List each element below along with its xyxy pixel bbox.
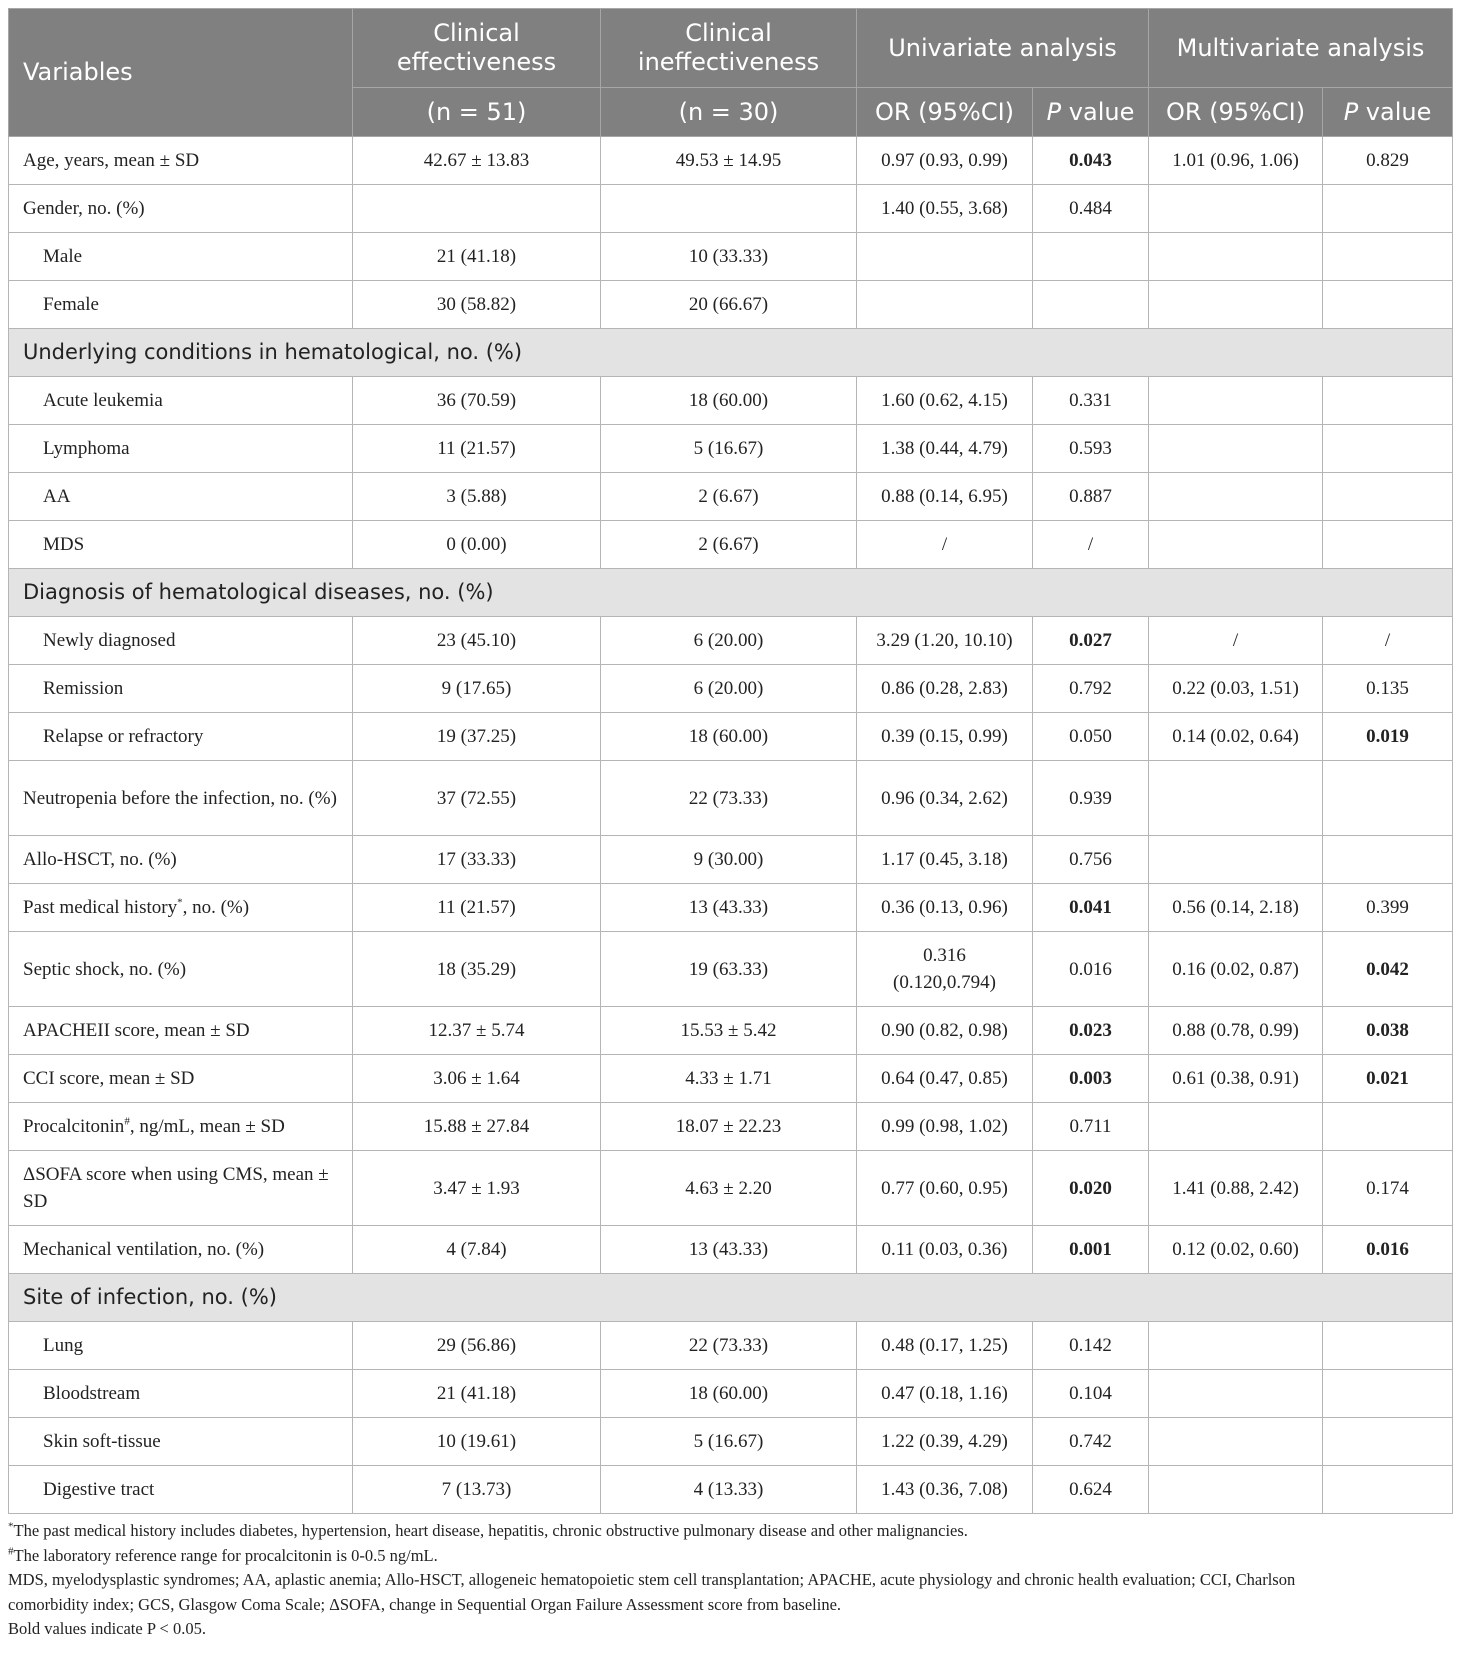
cell-effective: 3.47 ± 1.93 xyxy=(353,1151,601,1226)
cell-ineffective: 9 (30.00) xyxy=(601,836,857,884)
cell-multivariate-p: 0.399 xyxy=(1323,884,1453,932)
cell-effective: 19 (37.25) xyxy=(353,713,601,761)
cell-univariate-p: 0.020 xyxy=(1033,1151,1149,1226)
cell-univariate-or: 1.43 (0.36, 7.08) xyxy=(857,1466,1033,1514)
table-row xyxy=(9,761,1453,836)
row-label: Allo-HSCT, no. (%) xyxy=(9,836,353,884)
cell-univariate-or: / xyxy=(857,521,1033,569)
cell-multivariate-or xyxy=(1149,836,1323,884)
cell-univariate-p: 0.939 xyxy=(1033,761,1149,836)
cell-ineffective: 4 (13.33) xyxy=(601,1466,857,1514)
cell-effective: 36 (70.59) xyxy=(353,377,601,425)
header-univariate-p: P value xyxy=(1033,88,1149,137)
cell-univariate-p: 0.756 xyxy=(1033,836,1149,884)
table-row xyxy=(9,233,1453,281)
cell-univariate-or: 0.96 (0.34, 2.62) xyxy=(857,761,1033,836)
cell-effective xyxy=(353,185,601,233)
cell-univariate-or: 0.64 (0.47, 0.85) xyxy=(857,1055,1033,1103)
cell-multivariate-or xyxy=(1149,377,1323,425)
cell-univariate-or xyxy=(857,281,1033,329)
header-multivariate-or: OR (95%CI) xyxy=(1149,88,1323,137)
cell-ineffective: 10 (33.33) xyxy=(601,233,857,281)
row-label: Newly diagnosed xyxy=(9,617,353,665)
cell-multivariate-p: 0.019 xyxy=(1323,713,1453,761)
cell-effective: 11 (21.57) xyxy=(353,884,601,932)
cell-effective: 12.37 ± 5.74 xyxy=(353,1007,601,1055)
logistic-regression-table xyxy=(8,8,1453,1514)
cell-univariate-p: 0.104 xyxy=(1033,1370,1149,1418)
cell-multivariate-p: 0.038 xyxy=(1323,1007,1453,1055)
cell-multivariate-p xyxy=(1323,521,1453,569)
row-label: Gender, no. (%) xyxy=(9,185,353,233)
row-label: Procalcitonin#, ng/mL, mean ± SD xyxy=(9,1103,353,1151)
row-label: Neutropenia before the infection, no. (%) xyxy=(9,761,353,836)
cell-ineffective: 18 (60.00) xyxy=(601,377,857,425)
table-row xyxy=(9,617,1453,665)
footnote-past-medical-history: *The past medical history includes diabetes, hypertension, heart disease, hepatitis, chronic obstructive pulmonary disease and other malignancies. xyxy=(8,1520,968,1540)
cell-multivariate-p: 0.135 xyxy=(1323,665,1453,713)
cell-univariate-p: 0.484 xyxy=(1033,185,1149,233)
cell-ineffective: 18.07 ± 22.23 xyxy=(601,1103,857,1151)
table-row xyxy=(9,836,1453,884)
header-variables: Variables xyxy=(9,9,353,137)
cell-univariate-p: 0.887 xyxy=(1033,473,1149,521)
cell-univariate-p: 0.023 xyxy=(1033,1007,1149,1055)
section-diagnosis: Diagnosis of hematological diseases, no. (%) xyxy=(9,569,1453,617)
cell-effective: 29 (56.86) xyxy=(353,1322,601,1370)
row-label: Digestive tract xyxy=(9,1466,353,1514)
cell-multivariate-p: 0.042 xyxy=(1323,932,1453,1007)
cell-multivariate-or xyxy=(1149,521,1323,569)
table-row xyxy=(9,137,1453,185)
cell-multivariate-or xyxy=(1149,473,1323,521)
table-row xyxy=(9,377,1453,425)
table-row xyxy=(9,884,1453,932)
cell-effective: 4 (7.84) xyxy=(353,1226,601,1274)
cell-multivariate-p xyxy=(1323,473,1453,521)
cell-univariate-p: 0.027 xyxy=(1033,617,1149,665)
cell-ineffective: 5 (16.67) xyxy=(601,1418,857,1466)
cell-multivariate-or: 0.22 (0.03, 1.51) xyxy=(1149,665,1323,713)
cell-univariate-p: / xyxy=(1033,521,1149,569)
cell-effective: 42.67 ± 13.83 xyxy=(353,137,601,185)
row-label: MDS xyxy=(9,521,353,569)
cell-multivariate-p xyxy=(1323,185,1453,233)
cell-multivariate-or: 0.14 (0.02, 0.64) xyxy=(1149,713,1323,761)
cell-multivariate-or xyxy=(1149,425,1323,473)
cell-effective: 23 (45.10) xyxy=(353,617,601,665)
cell-univariate-or: 0.90 (0.82, 0.98) xyxy=(857,1007,1033,1055)
cell-effective: 11 (21.57) xyxy=(353,425,601,473)
cell-multivariate-p: 0.829 xyxy=(1323,137,1453,185)
cell-effective: 10 (19.61) xyxy=(353,1418,601,1466)
cell-univariate-or: 1.38 (0.44, 4.79) xyxy=(857,425,1033,473)
cell-univariate-or: 1.60 (0.62, 4.15) xyxy=(857,377,1033,425)
cell-univariate-or: 1.40 (0.55, 3.68) xyxy=(857,185,1033,233)
row-label: Male xyxy=(9,233,353,281)
cell-ineffective: 2 (6.67) xyxy=(601,473,857,521)
row-label: Lymphoma xyxy=(9,425,353,473)
table-row xyxy=(9,713,1453,761)
row-label: Acute leukemia xyxy=(9,377,353,425)
table-row xyxy=(9,521,1453,569)
table-row xyxy=(9,473,1453,521)
header-univariate-or: OR (95%CI) xyxy=(857,88,1033,137)
cell-ineffective: 6 (20.00) xyxy=(601,665,857,713)
cell-univariate-or: 0.316 (0.120,0.794) xyxy=(857,932,1033,1007)
section-row xyxy=(9,569,1453,617)
cell-univariate-p: 0.624 xyxy=(1033,1466,1149,1514)
cell-effective: 15.88 ± 27.84 xyxy=(353,1103,601,1151)
cell-multivariate-p xyxy=(1323,281,1453,329)
cell-multivariate-or xyxy=(1149,1103,1323,1151)
cell-univariate-p: 0.142 xyxy=(1033,1322,1149,1370)
cell-effective: 21 (41.18) xyxy=(353,233,601,281)
cell-univariate-p: 0.792 xyxy=(1033,665,1149,713)
section-row xyxy=(9,329,1453,377)
header-n-effective: (n = 51) xyxy=(353,88,601,137)
section-underlying-conditions: Underlying conditions in hematological, no. (%) xyxy=(9,329,1453,377)
cell-univariate-or: 1.22 (0.39, 4.29) xyxy=(857,1418,1033,1466)
results-table-container xyxy=(8,8,1452,1642)
cell-ineffective: 18 (60.00) xyxy=(601,713,857,761)
row-label: Relapse or refractory xyxy=(9,713,353,761)
cell-univariate-or: 0.86 (0.28, 2.83) xyxy=(857,665,1033,713)
cell-univariate-or: 0.97 (0.93, 0.99) xyxy=(857,137,1033,185)
table-row xyxy=(9,665,1453,713)
footnote-procalcitonin: #The laboratory reference range for procalcitonin is 0-0.5 ng/mL. xyxy=(8,1545,438,1565)
cell-multivariate-p: 0.174 xyxy=(1323,1151,1453,1226)
cell-ineffective: 4.63 ± 2.20 xyxy=(601,1151,857,1226)
footnote-bold-values: Bold values indicate P < 0.05. xyxy=(8,1619,206,1638)
cell-ineffective xyxy=(601,185,857,233)
row-label: Female xyxy=(9,281,353,329)
cell-univariate-p: 0.003 xyxy=(1033,1055,1149,1103)
cell-ineffective: 13 (43.33) xyxy=(601,1226,857,1274)
cell-effective: 3 (5.88) xyxy=(353,473,601,521)
cell-multivariate-or xyxy=(1149,1466,1323,1514)
cell-ineffective: 20 (66.67) xyxy=(601,281,857,329)
cell-ineffective: 18 (60.00) xyxy=(601,1370,857,1418)
cell-ineffective: 19 (63.33) xyxy=(601,932,857,1007)
cell-effective: 0 (0.00) xyxy=(353,521,601,569)
cell-multivariate-p xyxy=(1323,1322,1453,1370)
table-row xyxy=(9,1007,1453,1055)
cell-multivariate-or xyxy=(1149,1322,1323,1370)
cell-univariate-or xyxy=(857,233,1033,281)
cell-univariate-or: 3.29 (1.20, 10.10) xyxy=(857,617,1033,665)
cell-univariate-p: 0.016 xyxy=(1033,932,1149,1007)
cell-multivariate-p xyxy=(1323,233,1453,281)
cell-ineffective: 4.33 ± 1.71 xyxy=(601,1055,857,1103)
cell-effective: 7 (13.73) xyxy=(353,1466,601,1514)
cell-univariate-or: 0.48 (0.17, 1.25) xyxy=(857,1322,1033,1370)
cell-multivariate-or xyxy=(1149,233,1323,281)
table-row xyxy=(9,1322,1453,1370)
header-clinical-ineffectiveness: Clinical ineffectiveness xyxy=(601,9,857,88)
header-n-ineffective: (n = 30) xyxy=(601,88,857,137)
cell-multivariate-or: 0.88 (0.78, 0.99) xyxy=(1149,1007,1323,1055)
cell-univariate-or: 0.39 (0.15, 0.99) xyxy=(857,713,1033,761)
cell-univariate-p: 0.331 xyxy=(1033,377,1149,425)
cell-ineffective: 13 (43.33) xyxy=(601,884,857,932)
cell-univariate-p: 0.001 xyxy=(1033,1226,1149,1274)
table-row xyxy=(9,1466,1453,1514)
footnote-abbreviations-line-2: comorbidity index; GCS, Glasgow Coma Scale; ΔSOFA, change in Sequential Organ Failure Assessment score from baseline. xyxy=(8,1594,842,1614)
cell-multivariate-p xyxy=(1323,425,1453,473)
cell-multivariate-p xyxy=(1323,1370,1453,1418)
cell-multivariate-or xyxy=(1149,1418,1323,1466)
table-row xyxy=(9,932,1453,1007)
cell-multivariate-or xyxy=(1149,761,1323,836)
section-row xyxy=(9,1274,1453,1322)
row-label: ΔSOFA score when using CMS, mean ± SD xyxy=(9,1151,353,1226)
cell-multivariate-or xyxy=(1149,1370,1323,1418)
cell-effective: 30 (58.82) xyxy=(353,281,601,329)
header-univariate: Univariate analysis xyxy=(857,9,1149,88)
cell-multivariate-p: 0.021 xyxy=(1323,1055,1453,1103)
cell-effective: 9 (17.65) xyxy=(353,665,601,713)
row-label: Past medical history*, no. (%) xyxy=(9,884,353,932)
cell-univariate-or: 0.36 (0.13, 0.96) xyxy=(857,884,1033,932)
cell-multivariate-p: 0.016 xyxy=(1323,1226,1453,1274)
cell-univariate-p: 0.742 xyxy=(1033,1418,1149,1466)
cell-multivariate-or xyxy=(1149,185,1323,233)
cell-multivariate-p xyxy=(1323,836,1453,884)
row-label: Remission xyxy=(9,665,353,713)
cell-multivariate-p xyxy=(1323,761,1453,836)
cell-ineffective: 22 (73.33) xyxy=(601,761,857,836)
cell-multivariate-p: / xyxy=(1323,617,1453,665)
cell-multivariate-or: 0.61 (0.38, 0.91) xyxy=(1149,1055,1323,1103)
cell-effective: 21 (41.18) xyxy=(353,1370,601,1418)
cell-univariate-p xyxy=(1033,233,1149,281)
cell-multivariate-or: 0.56 (0.14, 2.18) xyxy=(1149,884,1323,932)
header-row-1 xyxy=(9,9,1453,88)
row-label: AA xyxy=(9,473,353,521)
table-footnotes xyxy=(8,1519,1452,1642)
cell-ineffective: 5 (16.67) xyxy=(601,425,857,473)
cell-ineffective: 15.53 ± 5.42 xyxy=(601,1007,857,1055)
header-multivariate-p: P value xyxy=(1323,88,1453,137)
cell-univariate-or: 0.88 (0.14, 6.95) xyxy=(857,473,1033,521)
row-label: Bloodstream xyxy=(9,1370,353,1418)
cell-multivariate-or: 0.16 (0.02, 0.87) xyxy=(1149,932,1323,1007)
cell-ineffective: 49.53 ± 14.95 xyxy=(601,137,857,185)
table-row xyxy=(9,1103,1453,1151)
cell-multivariate-p xyxy=(1323,1103,1453,1151)
table-row xyxy=(9,1151,1453,1226)
cell-ineffective: 6 (20.00) xyxy=(601,617,857,665)
cell-univariate-p: 0.593 xyxy=(1033,425,1149,473)
cell-univariate-p: 0.050 xyxy=(1033,713,1149,761)
table-row xyxy=(9,1370,1453,1418)
section-site-of-infection: Site of infection, no. (%) xyxy=(9,1274,1453,1322)
cell-univariate-or: 0.99 (0.98, 1.02) xyxy=(857,1103,1033,1151)
row-label: CCI score, mean ± SD xyxy=(9,1055,353,1103)
header-clinical-effectiveness: Clinical effectiveness xyxy=(353,9,601,88)
table-row xyxy=(9,1055,1453,1103)
cell-effective: 3.06 ± 1.64 xyxy=(353,1055,601,1103)
cell-univariate-or: 1.17 (0.45, 3.18) xyxy=(857,836,1033,884)
cell-univariate-p: 0.711 xyxy=(1033,1103,1149,1151)
cell-multivariate-p xyxy=(1323,1418,1453,1466)
cell-univariate-or: 0.11 (0.03, 0.36) xyxy=(857,1226,1033,1274)
cell-univariate-p xyxy=(1033,281,1149,329)
cell-multivariate-p xyxy=(1323,1466,1453,1514)
cell-multivariate-p xyxy=(1323,377,1453,425)
cell-multivariate-or: 1.41 (0.88, 2.42) xyxy=(1149,1151,1323,1226)
cell-univariate-or: 0.77 (0.60, 0.95) xyxy=(857,1151,1033,1226)
cell-univariate-or: 0.47 (0.18, 1.16) xyxy=(857,1370,1033,1418)
row-label: Septic shock, no. (%) xyxy=(9,932,353,1007)
cell-ineffective: 2 (6.67) xyxy=(601,521,857,569)
cell-univariate-p: 0.043 xyxy=(1033,137,1149,185)
table-row xyxy=(9,185,1453,233)
cell-effective: 18 (35.29) xyxy=(353,932,601,1007)
row-label: Mechanical ventilation, no. (%) xyxy=(9,1226,353,1274)
row-label: Age, years, mean ± SD xyxy=(9,137,353,185)
row-label: APACHEII score, mean ± SD xyxy=(9,1007,353,1055)
cell-effective: 17 (33.33) xyxy=(353,836,601,884)
row-label: Lung xyxy=(9,1322,353,1370)
cell-multivariate-or: 1.01 (0.96, 1.06) xyxy=(1149,137,1323,185)
cell-univariate-p: 0.041 xyxy=(1033,884,1149,932)
cell-effective: 37 (72.55) xyxy=(353,761,601,836)
table-row xyxy=(9,425,1453,473)
header-multivariate: Multivariate analysis xyxy=(1149,9,1453,88)
cell-multivariate-or xyxy=(1149,281,1323,329)
cell-multivariate-or: 0.12 (0.02, 0.60) xyxy=(1149,1226,1323,1274)
table-row xyxy=(9,281,1453,329)
footnote-abbreviations-line-1: MDS, myelodysplastic syndromes; AA, aplastic anemia; Allo-HSCT, allogeneic hematopoietic stem cell transplantation; APACHE, acute physiology and chronic health evaluation; CCI, Charlson xyxy=(8,1570,1296,1589)
row-label: Skin soft-tissue xyxy=(9,1418,353,1466)
cell-multivariate-or: / xyxy=(1149,617,1323,665)
table-row xyxy=(9,1418,1453,1466)
cell-ineffective: 22 (73.33) xyxy=(601,1322,857,1370)
table-row xyxy=(9,1226,1453,1274)
